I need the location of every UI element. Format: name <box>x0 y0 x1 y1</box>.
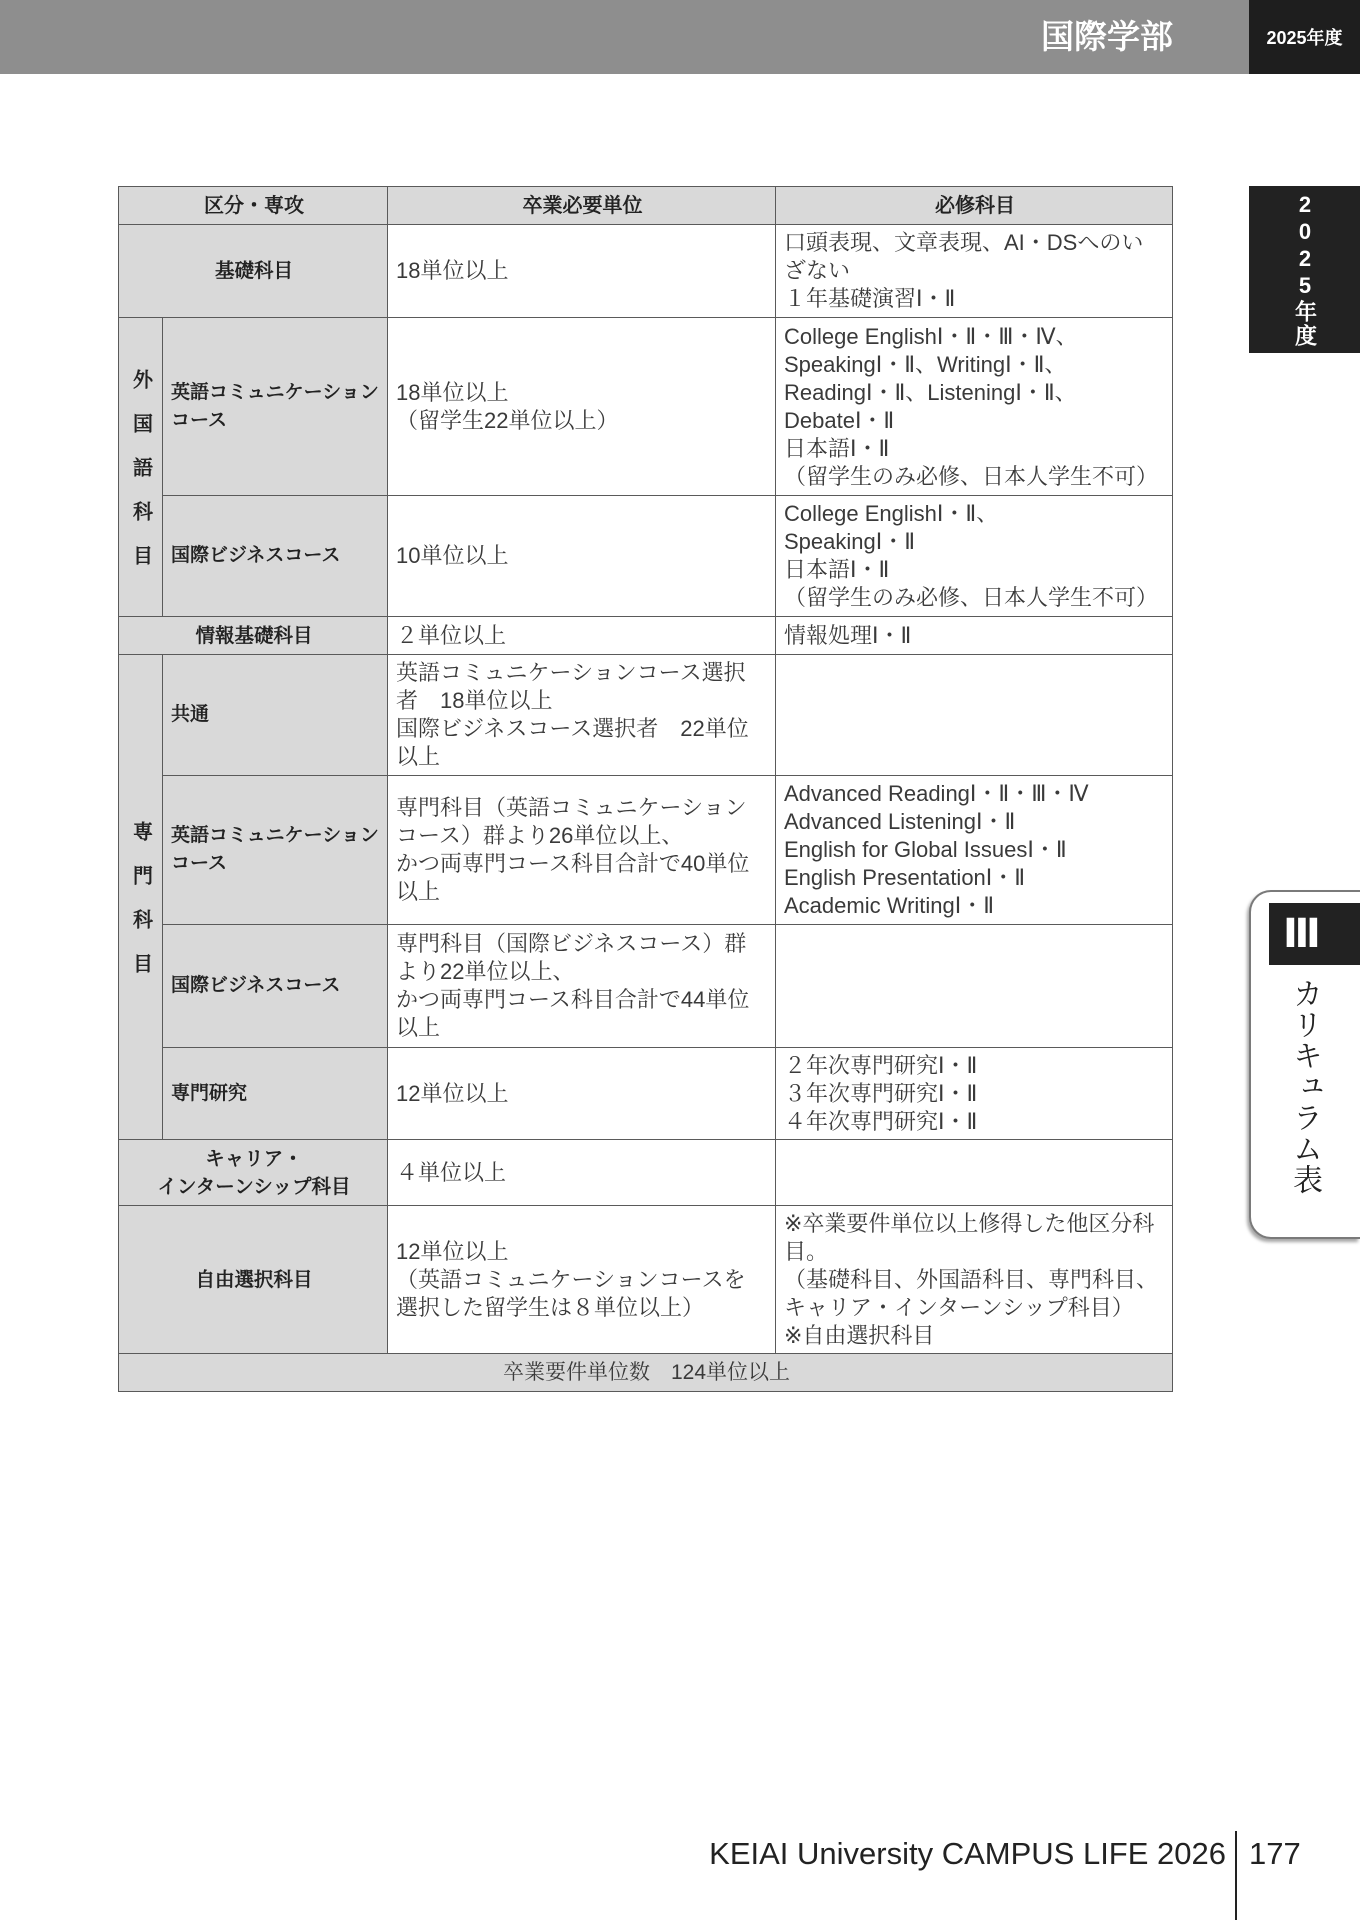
required-line: College EnglishⅠ・Ⅱ・Ⅲ・Ⅳ、 <box>784 323 1078 349</box>
course-label-line: 国際ビジネスコース <box>171 545 341 566</box>
specialized-business-label-cell <box>163 925 388 1048</box>
header-year-badge <box>1249 0 1360 74</box>
chapter-number-badge: Ⅲ <box>1269 903 1360 965</box>
info-basics-credits-cell <box>388 617 776 655</box>
header-required-text: 必修科目 <box>935 194 1015 217</box>
required-line: ４年次専門研究Ⅰ・Ⅱ <box>784 1108 978 1134</box>
info-basics-label-cell <box>119 617 388 655</box>
credits-line: 18単位以上 <box>396 379 509 405</box>
free-elective-credits-cell <box>388 1206 776 1354</box>
credits-line: 以上 <box>396 744 441 769</box>
header-year-text: 2025年度 <box>1266 28 1343 48</box>
header-credits-text: 卒業必要単位 <box>522 194 643 217</box>
credits-line: 選択した留学生は８単位以上） <box>396 1294 705 1320</box>
required-line: SpeakingⅠ・Ⅱ <box>784 529 916 554</box>
credits-line: かつ両専門コース科目合計で40単位 <box>396 851 750 876</box>
footer-divider <box>1235 1831 1237 1920</box>
header-category-text: 区分・専攻 <box>204 194 304 217</box>
required-line: ２年次専門研究Ⅰ・Ⅱ <box>784 1052 978 1078</box>
required-line: Academic WritingⅠ・Ⅱ <box>784 893 995 918</box>
header-cell-required <box>776 187 1173 225</box>
credits-line: 者 18単位以上 <box>396 688 553 713</box>
credits-line: かつ両専門コース科目合計で44単位 <box>396 987 750 1012</box>
course-label-line: 専門研究 <box>171 1082 248 1104</box>
graduation-total-text: 卒業要件単位数 124単位以上 <box>502 1360 791 1384</box>
required-line: Advanced ReadingⅠ・Ⅱ・Ⅲ・Ⅳ <box>784 781 1089 806</box>
credits-line: コース）群より26単位以上、 <box>396 823 684 848</box>
credits-line: 以上 <box>396 1015 441 1040</box>
chapter-title: カリキュラム表 <box>1288 978 1321 1195</box>
specialized-research-label-cell <box>163 1048 388 1140</box>
required-line: 日本語Ⅰ・Ⅱ <box>784 435 890 461</box>
required-line: ReadingⅠ・Ⅱ、ListeningⅠ・Ⅱ、 <box>784 379 1077 405</box>
required-line: 情報処理Ⅰ・Ⅱ <box>784 622 912 648</box>
course-label-line: 国際ビジネスコース <box>171 975 341 996</box>
credits-line: 国際ビジネスコース選択者 22単位 <box>396 716 749 741</box>
chapter-side-tab <box>1249 890 1360 1239</box>
basic-credits-cell <box>388 225 776 318</box>
required-line: ざない <box>784 258 851 283</box>
faculty-title: 国際学部 <box>1041 18 1173 55</box>
specialized-english-required-cell <box>776 776 1173 925</box>
foreign-language-group-label: 外国語科目 <box>129 369 152 589</box>
course-label-line: 英語コミュニケーション <box>171 825 379 846</box>
foreign-english-required-cell <box>776 318 1173 496</box>
specialized-group-label-cell <box>119 655 163 1140</box>
credits-line: 英語コミュニケーションコース選択 <box>396 660 746 685</box>
course-label-line: 共通 <box>171 704 210 725</box>
required-line: ※卒業要件単位以上修得した他区分科 <box>784 1210 1155 1236</box>
required-line: 日本語Ⅰ・Ⅱ <box>784 557 890 582</box>
course-label-line: コース <box>171 409 228 431</box>
free-elective-label: 自由選択科目 <box>195 1268 313 1291</box>
career-credits-cell <box>388 1140 776 1206</box>
foreign-business-required-cell <box>776 496 1173 617</box>
free-elective-label-cell <box>119 1206 388 1354</box>
course-label-line: 英語コミュニケーション <box>171 381 379 403</box>
required-line: English PresentationⅠ・Ⅱ <box>784 865 1026 890</box>
required-line: SpeakingⅠ・Ⅱ、WritingⅠ・Ⅱ、 <box>784 351 1067 377</box>
foreign-english-credits-cell <box>388 318 776 496</box>
required-line: Advanced ListeningⅠ・Ⅱ <box>784 809 1016 834</box>
foreign-english-label-cell <box>163 318 388 496</box>
credits-line: 以上 <box>396 879 441 904</box>
credits-line: 10単位以上 <box>396 543 509 568</box>
course-label-line: コース <box>171 853 228 874</box>
required-line: １年基礎演習Ⅰ・Ⅱ <box>784 286 956 311</box>
specialized-business-required-cell <box>776 925 1173 1048</box>
page-header-bar <box>0 0 1249 74</box>
foreign-language-group-label-cell <box>119 318 163 617</box>
required-line: （留学生のみ必修、日本人学生不可） <box>784 585 1159 610</box>
specialized-english-label-cell <box>163 776 388 925</box>
required-line: （留学生のみ必修、日本人学生不可） <box>784 463 1159 489</box>
header-cell-credits <box>388 187 776 225</box>
required-line: ３年次専門研究Ⅰ・Ⅱ <box>784 1080 978 1106</box>
year-side-tab-text: 2025年度 <box>1292 191 1318 348</box>
credits-line: （英語コミュニケーションコースを <box>396 1266 746 1292</box>
required-line: College EnglishⅠ・Ⅱ、 <box>784 501 999 526</box>
foreign-business-credits-cell <box>388 496 776 617</box>
required-line: 目。 <box>784 1238 829 1264</box>
basic-required-cell <box>776 225 1173 318</box>
credits-line: 18単位以上 <box>396 258 509 283</box>
basic-label: 基礎科目 <box>214 260 293 282</box>
info-basics-required-cell <box>776 617 1173 655</box>
required-line: DebateⅠ・Ⅱ <box>784 407 895 433</box>
specialized-common-credits-cell <box>388 655 776 776</box>
specialized-research-required-cell <box>776 1048 1173 1140</box>
year-side-tab <box>1249 186 1360 353</box>
credits-line: （留学生22単位以上） <box>396 407 619 433</box>
publication-title: KEIAI University CAMPUS LIFE 2026 <box>709 1836 1226 1871</box>
career-label-cell <box>119 1140 388 1206</box>
info-basics-label: 情報基礎科目 <box>195 624 313 647</box>
required-line: ※自由選択科目 <box>784 1322 935 1348</box>
credits-line: 12単位以上 <box>396 1080 509 1106</box>
specialized-common-label-cell <box>163 655 388 776</box>
specialized-common-required-cell <box>776 655 1173 776</box>
specialized-group-label: 専門科目 <box>129 821 152 997</box>
required-line: （基礎科目、外国語科目、専門科目、 <box>784 1266 1159 1292</box>
credits-line: 専門科目（英語コミュニケーション <box>396 795 747 820</box>
specialized-english-credits-cell <box>388 776 776 925</box>
credits-line: 専門科目（国際ビジネスコース）群 <box>396 931 747 956</box>
free-elective-required-cell <box>776 1206 1173 1354</box>
credits-line: ２単位以上 <box>396 622 507 648</box>
credits-line: より22単位以上、 <box>396 959 575 984</box>
career-label-line: キャリア・ <box>205 1147 303 1170</box>
header-cell-category <box>119 187 388 225</box>
required-line: English for Global IssuesⅠ・Ⅱ <box>784 837 1067 862</box>
required-line: キャリア・インターンシップ科目） <box>784 1294 1134 1320</box>
credits-line: 12単位以上 <box>396 1238 509 1264</box>
foreign-business-label-cell <box>163 496 388 617</box>
career-required-cell <box>776 1140 1173 1206</box>
graduation-total-cell <box>119 1354 1173 1392</box>
career-label-line: インターンシップ科目 <box>157 1175 351 1198</box>
page-number: 177 <box>1249 1836 1301 1871</box>
specialized-research-credits-cell <box>388 1048 776 1140</box>
specialized-business-credits-cell <box>388 925 776 1048</box>
required-line: 口頭表現、文章表現、AI・DSへのい <box>784 230 1144 255</box>
credits-line: ４単位以上 <box>396 1159 507 1185</box>
curriculum-table <box>118 186 1173 1392</box>
basic-label-cell <box>119 225 388 318</box>
